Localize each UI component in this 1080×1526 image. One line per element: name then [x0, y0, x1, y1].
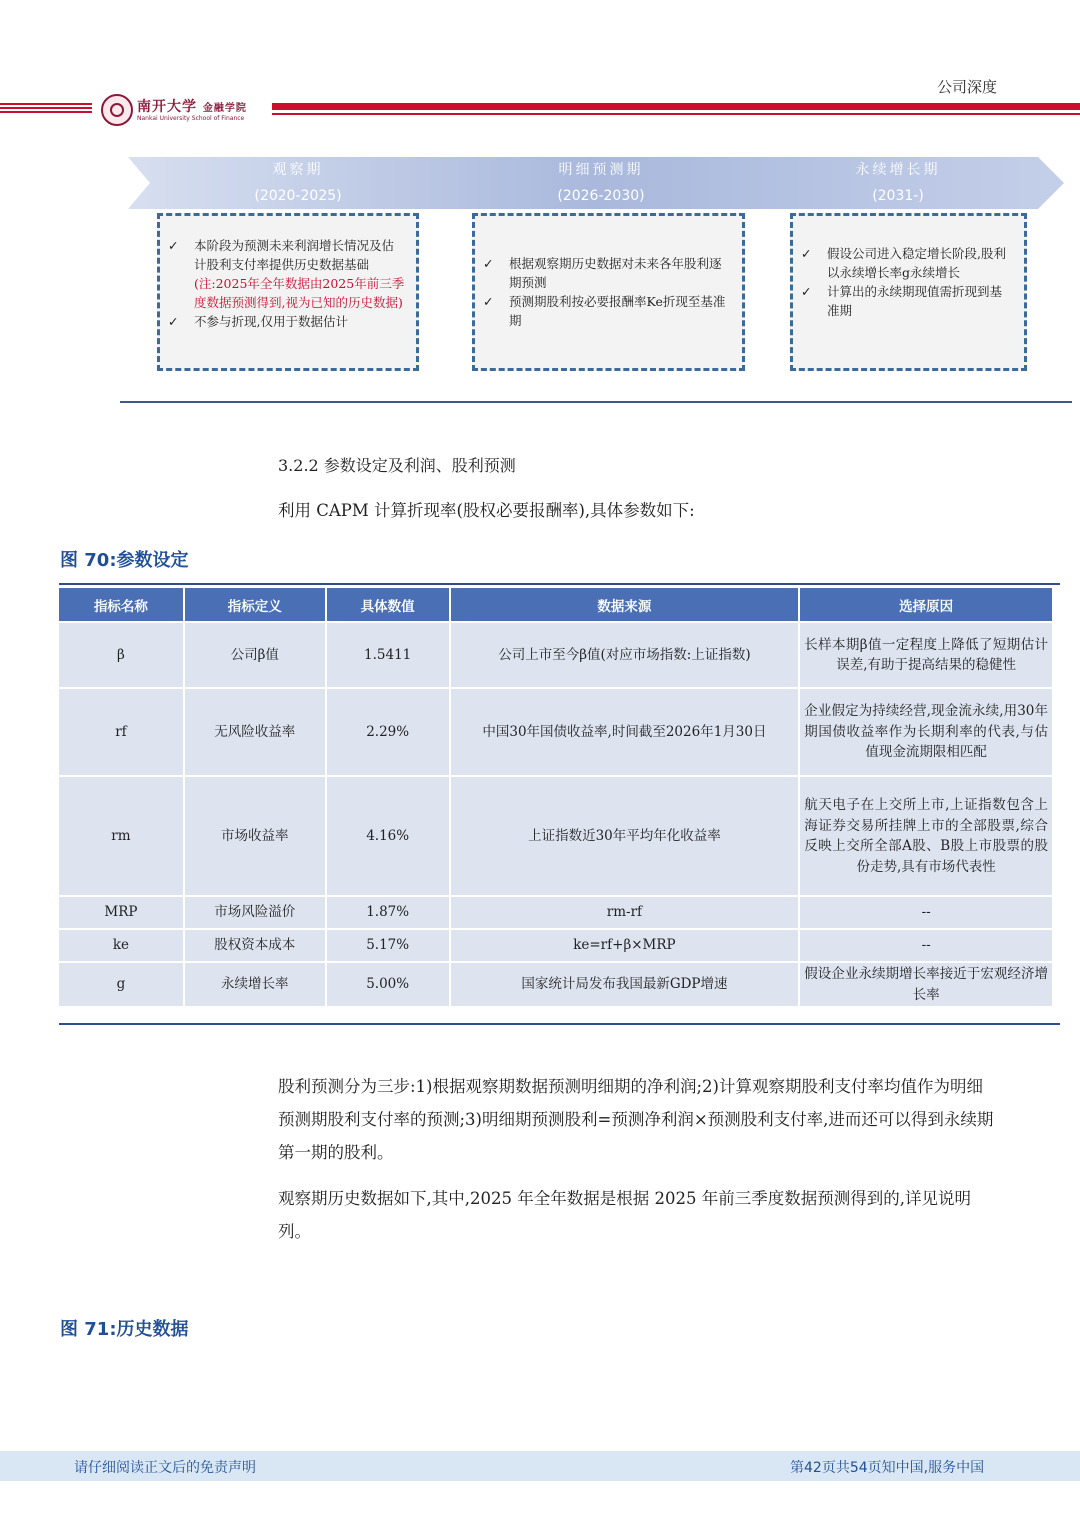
cell-definition: 股权资本成本: [184, 929, 326, 962]
logo-chinese-name: 南开大学 金融学院: [137, 99, 247, 115]
historical-data-paragraph: 观察期历史数据如下,其中,2025 年全年数据是根据 2025 年前三季度数据预测得到的,详见说明列。: [278, 1189, 971, 1241]
cell-reason: 航天电子在上交所上市,上证指数包含上海证券交易所挂牌上市的全部股票,综合反映上交所全部A股、B股上市股票的股份走势,具有市场代表性: [799, 776, 1053, 896]
box-item: ✓ 根据观察期历史数据对未来各年股利逐期预测: [483, 256, 722, 290]
cell-value: 5.17%: [326, 929, 450, 962]
cell-reason: --: [799, 896, 1053, 929]
box-item: ✓ 本阶段为预测未来利润增长情况及估计股利支付率提供历史数据基础(注:2025年全年数据由2025年前三季度数据预测得到,视为已知的历史数据): [168, 238, 405, 310]
check-icon: ✓: [168, 238, 179, 253]
phase-box-perpetual: [790, 213, 1027, 371]
phase-box-forecast: [472, 213, 745, 371]
header-stripe-left: [0, 103, 92, 117]
figure-bottom-rule: [59, 1023, 1060, 1025]
cell-source: 上证指数近30年平均年化收益率: [450, 776, 800, 896]
phase-explicit-forecast: 明细预测期 (2026-2030): [557, 162, 645, 204]
cell-name: rf: [59, 688, 184, 776]
header-stripe-right: [272, 103, 1080, 117]
section-title: 3.2.2 参数设定及利润、股利预测: [278, 456, 516, 475]
box-item: ✓ 预测期股利按必要报酬率Ke折现至基准期: [483, 294, 726, 328]
cell-definition: 市场收益率: [184, 776, 326, 896]
disclaimer-link[interactable]: 请仔细阅读正文后的免责声明: [74, 1460, 256, 1476]
dividend-forecast-paragraph: 股利预测分为三步:1)根据观察期数据预测明细期的净利润;2)计算观察期股利支付率均值作为明细预测期股利支付率的预测;3)明细期预测股利=预测净利润×预测股利支付率,进而还可以得到永续期第一期的股利。: [278, 1077, 994, 1162]
cell-definition: 永续增长率: [184, 962, 326, 1006]
cell-definition: 无风险收益率: [184, 688, 326, 776]
figure-70-title: 图 70:参数设定: [60, 550, 189, 571]
table-row: [59, 776, 1053, 896]
cell-name: ke: [59, 929, 184, 962]
cell-source: ke=rf+β×MRP: [450, 929, 800, 962]
cell-name: rm: [59, 776, 184, 896]
cell-value: 1.87%: [326, 896, 450, 929]
logo-english-name: Nankai University School of Finance: [137, 115, 245, 122]
cell-source: 国家统计局发布我国最新GDP增速: [450, 962, 800, 1006]
cell-definition: 市场风险溢价: [184, 896, 326, 929]
column-header: 具体数值: [326, 588, 450, 622]
box-item: ✓ 不参与折现,仅用于数据估计: [168, 314, 348, 329]
university-logo: [101, 94, 271, 126]
column-header: 选择原因: [799, 588, 1053, 622]
table-row: [59, 962, 1053, 1006]
table-row: [59, 622, 1053, 688]
cell-name: MRP: [59, 896, 184, 929]
section-intro: 利用 CAPM 计算折现率(股权必要报酬率),具体参数如下:: [278, 501, 695, 520]
phase-perpetual-growth: 永续增长期 (2031-): [855, 162, 941, 204]
cell-value: 2.29%: [326, 688, 450, 776]
cell-reason: --: [799, 929, 1053, 962]
check-icon: ✓: [801, 284, 812, 299]
check-icon: ✓: [168, 314, 179, 329]
cell-source: rm-rf: [450, 896, 800, 929]
cell-source: 公司上市至今β值(对应市场指数:上证指数): [450, 622, 800, 688]
column-header: 指标名称: [59, 588, 184, 622]
phase-box-observation: [157, 213, 419, 371]
cell-reason: 长样本期β值一定程度上降低了短期估计误差,有助于提高结果的稳健性: [799, 622, 1053, 688]
cell-name: g: [59, 962, 184, 1006]
column-header: 指标定义: [184, 588, 326, 622]
divider: [120, 401, 1072, 403]
table-row: [59, 929, 1053, 962]
cell-value: 4.16%: [326, 776, 450, 896]
cell-reason: 假设企业永续期增长率接近于宏观经济增长率: [799, 962, 1053, 1006]
report-category-tag: 公司深度: [937, 78, 998, 96]
figure-top-rule: [59, 583, 1060, 585]
table-row: [59, 688, 1053, 776]
page-footer: [0, 1451, 1080, 1481]
check-icon: ✓: [483, 256, 494, 271]
cell-value: 5.00%: [326, 962, 450, 1006]
cell-reason: 企业假定为持续经营,现金流永续,用30年期国债收益率作为长期利率的代表,与估值现金流期限相匹配: [799, 688, 1053, 776]
page-number: 第42页共54页知中国,服务中国: [790, 1460, 985, 1476]
note-text: (注:2025年全年数据由2025年前三季度数据预测得到,视为已知的历史数据): [194, 276, 405, 310]
check-icon: ✓: [801, 246, 812, 261]
seal-icon: [101, 94, 133, 126]
cell-name: β: [59, 622, 184, 688]
cell-value: 1.5411: [326, 622, 450, 688]
figure-71-title: 图 71:历史数据: [60, 1319, 189, 1340]
column-header: 数据来源: [450, 588, 800, 622]
valuation-timeline: [128, 157, 1064, 209]
phase-observation: 观察期 (2020-2025): [254, 162, 342, 204]
cell-source: 中国30年国债收益率,时间截至2026年1月30日: [450, 688, 800, 776]
table-row: [59, 896, 1053, 929]
parameter-table: [59, 588, 1054, 1006]
table-header-row: [59, 588, 1053, 622]
check-icon: ✓: [483, 294, 494, 309]
cell-definition: 公司β值: [184, 622, 326, 688]
box-item: ✓ 计算出的永续期现值需折现到基准期: [801, 284, 1003, 318]
box-item: ✓ 假设公司进入稳定增长阶段,股利以永续增长率g永续增长: [801, 246, 1006, 280]
